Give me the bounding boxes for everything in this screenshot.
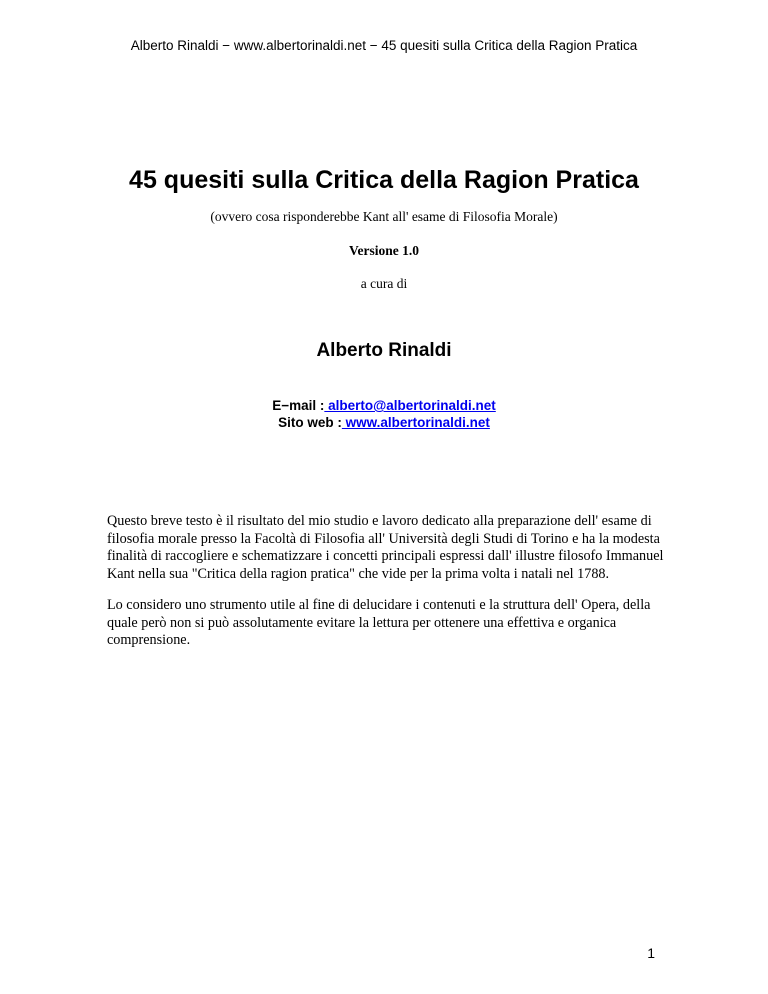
website-link[interactable]: www.albertorinaldi.net [341,415,490,430]
running-header: Alberto Rinaldi − www.albertorinaldi.net − 45 quesiti sulla Critica della Ragion Pratica [130,38,638,53]
document-subtitle: (ovvero cosa risponderebbe Kant all' esame di Filosofia Morale) [210,209,558,224]
contact-email-line [0,398,768,413]
curated-by-label: a cura di [360,276,408,291]
contact-website-line [0,415,768,430]
website-label: Sito web : [278,415,342,430]
document-title: 45 quesiti sulla Critica della Ragion Pratica [129,166,639,194]
version-label: Versione 1.0 [349,243,419,258]
usage-paragraph: Lo considero uno strumento utile al fine di delucidare i contenuti e la struttura dell' Opera, della quale però non si può assolutamente evitare la lettura per ottenere una effettiva e organica comprensione. [107,597,651,648]
page-number: 1 [647,945,655,961]
author-name: Alberto Rinaldi [316,340,452,361]
intro-paragraph: Questo breve testo è il risultato del mio studio e lavoro dedicato alla preparazione dell' esame di filosofia morale presso la Facoltà di Filosofia all' Università degli Studi di Torino e ha la modesta finalità di raccogliere e schematizzare i concetti principali espressi dall' illustre filosofo Immanuel Kant nella sua "Critica della ragion pratica" che vide per la prima volta i natali nel 1788. [107,513,664,582]
email-label: E−mail : [272,398,325,413]
email-link[interactable]: alberto@albertorinaldi.net [324,398,496,413]
